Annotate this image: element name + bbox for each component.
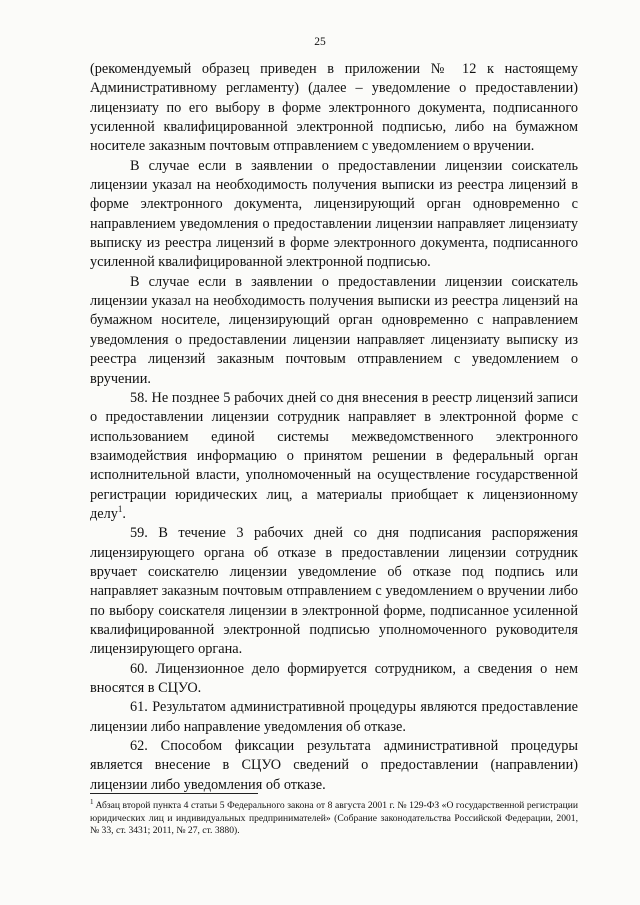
paragraph: 62. Способом фиксации результата административной процедуры является внесение в СЦУО сведений о предоставлении (направлении) лицензии либо уведомления об отказе. [90,738,578,793]
paragraph: (рекомендуемый образец приведен в приложении № 12 к настоящему Административному регламенту) (далее – уведомление о предоставлении) лицензиату по его выбору в форме электронного документа, подписанного усиленной квалифицированной электронной подписью, либо на бумажном носителе заказным почтовым отправлением с уведомлением о вручении. [90,61,578,155]
paragraph-58 [90,389,578,524]
footnote-text: Абзац второй пункта 4 статьи 5 Федерального закона от 8 августа 2001 г. № 129-ФЗ «О государственной регистрации юридических лиц и индивидуальных предпринимателей» (Собрание законодательства Российской Федерации, 2001, № 33, ст. 3431; 2011, № 27, ст. 3880). [90,800,578,837]
paragraph-text: 58. Не позднее 5 рабочих дней со дня внесения в реестр лицензий записи о предоставлении лицензии сотрудник направляет в электронной форме с использованием единой системы межведомственного электронного взаимодействия информацию о принятом решении в федеральный орган исполнительной власти, уполномоченный на осуществление государственной регистрации юридических лиц, а материалы приобщает к лицензионному делу [90,389,578,522]
paragraph: В случае если в заявлении о предоставлении лицензии соискатель лицензии указал на необходимость получения выписки из реестра лицензий на бумажном носителе, лицензирующий орган одновременно с направлением уведомления о предоставлении лицензии направляет лицензиату выписку из реестра лицензий заказным почтовым отправлением с уведомлением о вручении. [90,273,578,387]
footnote-mark: 1 [90,797,94,806]
paragraph: 61. Результатом административной процедуры являются предоставление лицензии либо направление уведомления об отказе. [90,699,578,735]
footnote [90,797,578,838]
document-body [90,60,578,795]
paragraph: 59. В течение 3 рабочих дней со дня подписания распоряжения лицензирующего органа об отказе в предоставлении лицензии сотрудник вручает соискателю лицензии уведомление об отказе под подпись или направляет заказным почтовым отправлением с уведомлением о вручении либо по выбору соискателя лицензии в электронной форме, подписанное усиленной квалифицированной электронной подписью уполномоченного руководителя лицензирующего органа. [90,525,578,658]
footnote-reference[interactable]: 1 [117,504,123,515]
page-number: 25 [314,36,326,48]
paragraph: В случае если в заявлении о предоставлении лицензии соискатель лицензии указал на необходимость получения выписки из реестра лицензий в форме электронного документа, лицензирующий орган одновременно с направлением уведомления о предоставлении лицензии направляет лицензиату выписку из реестра лицензий в форме электронного документа, подписанного усиленной квалифицированной электронной подписью. [90,157,578,271]
footnote-divider [90,793,258,794]
paragraph-end-punctuation: . [122,505,126,522]
paragraph: 60. Лицензионное дело формируется сотрудником, а сведения о нем вносятся в СЦУО. [90,660,578,696]
